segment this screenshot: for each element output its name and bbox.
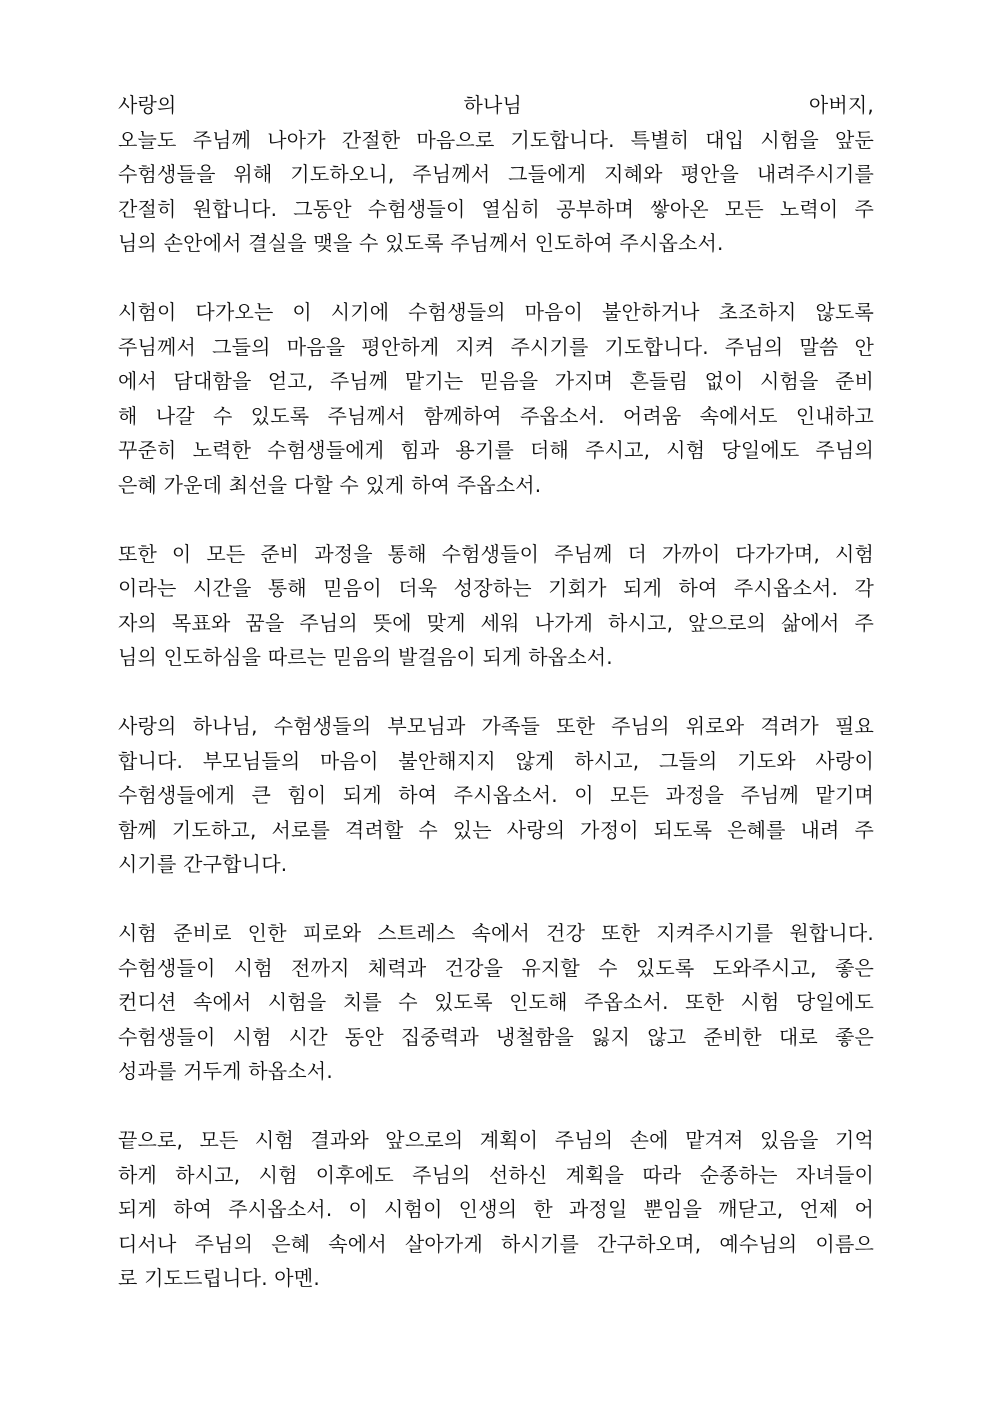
- text-line: 합니다. 부모님들의 마음이 불안해지지 않게 하시고, 그들의 기도와 사랑이: [118, 748, 874, 773]
- text-line: 꾸준히 노력한 수험생들에게 힘과 용기를 더해 주시고, 시험 당일에도 주님의: [118, 438, 874, 462]
- text-line: 디서나 주님의 은혜 속에서 살아가게 하시기를 간구하오며, 예수님의 이름으: [118, 1231, 874, 1256]
- text-line: 수험생들을 위해 기도하오니, 주님께서 그들에게 지혜와 평안을 내려주시기를: [118, 162, 874, 186]
- paragraph-peace: [118, 295, 874, 502]
- text-line: 성과를 거두게 하옵소서.: [118, 1059, 333, 1083]
- text-line: 에서 담대함을 얻고, 주님께 맡기는 믿음을 가지며 흔들림 없이 시험을 준비: [118, 369, 874, 393]
- paragraph-family: [118, 709, 874, 882]
- text-line: 해 나갈 수 있도록 주님께서 함께하여 주옵소서. 어려움 속에서도 인내하고: [118, 403, 874, 428]
- text-line: 이라는 시간을 통해 믿음이 더욱 성장하는 기회가 되게 하여 주시옵소서. 각: [118, 576, 874, 600]
- text-line: 로 기도드립니다. 아멘.: [118, 1266, 320, 1290]
- text-line: 시기를 간구합니다.: [118, 852, 288, 876]
- text-line: 컨디션 속에서 시험을 치를 수 있도록 인도해 주옵소서. 또한 시험 당일에도: [118, 990, 874, 1014]
- paragraph-health: [118, 916, 874, 1089]
- paragraph-closing: [118, 1123, 874, 1296]
- text-line: 간절히 원합니다. 그동안 수험생들이 열심히 공부하며 쌓아온 모든 노력이 주: [118, 196, 874, 221]
- text-line: 자의 목표와 꿈을 주님의 뜻에 맞게 세워 나가게 하시고, 앞으로의 삶에서 주: [118, 610, 874, 635]
- document-page: [118, 88, 874, 1330]
- text-line: 오늘도 주님께 나아가 간절한 마음으로 기도합니다. 특별히 대입 시험을 앞둔: [118, 127, 874, 152]
- text-line: 수험생들에게 큰 힘이 되게 하여 주시옵소서. 이 모든 과정을 주님께 맡기며: [118, 783, 874, 807]
- text-line: 수험생들이 시험 시간 동안 집중력과 냉철함을 잃지 않고 준비한 대로 좋은: [118, 1024, 874, 1049]
- text-line: 님의 손안에서 결실을 맺을 수 있도록 주님께서 인도하여 주시옵소서.: [118, 231, 724, 255]
- text-line: 하게 하시고, 시험 이후에도 주님의 선하신 계획을 따라 순종하는 자녀들이: [118, 1162, 874, 1187]
- text-line: 님의 인도하심을 따르는 믿음의 발걸음이 되게 하옵소서.: [118, 645, 613, 669]
- text-line: 되게 하여 주시옵소서. 이 시험이 인생의 한 과정일 뿐임을 깨닫고, 언제 어: [118, 1197, 874, 1221]
- paragraph-faith: [118, 537, 874, 675]
- text-line: 수험생들이 시험 전까지 체력과 건강을 유지할 수 있도록 도와주시고, 좋은: [118, 955, 874, 980]
- text-line: 함께 기도하고, 서로를 격려할 수 있는 사랑의 가정이 되도록 은혜를 내려 주: [118, 817, 874, 842]
- text-line: 또한 이 모든 준비 과정을 통해 수험생들이 주님께 더 가까이 다가가며, 시험: [118, 541, 874, 566]
- text-line: 시험이 다가오는 이 시기에 수험생들의 마음이 불안하거나 초조하지 않도록: [118, 300, 874, 324]
- text-line: 사랑의 하나님 아버지,: [118, 93, 874, 117]
- text-line: 시험 준비로 인한 피로와 스트레스 속에서 건강 또한 지켜주시기를 원합니다.: [118, 921, 874, 945]
- text-line: 끝으로, 모든 시험 결과와 앞으로의 계획이 주님의 손에 맡겨져 있음을 기억: [118, 1128, 874, 1152]
- text-line: 사랑의 하나님, 수험생들의 부모님과 가족들 또한 주님의 위로와 격려가 필요: [118, 714, 874, 738]
- text-line: 은혜 가운데 최선을 다할 수 있게 하여 주옵소서.: [118, 472, 542, 497]
- text-line: 주님께서 그들의 마음을 평안하게 지켜 주시기를 기도합니다. 주님의 말씀 안: [118, 334, 874, 359]
- paragraph-greeting: [118, 88, 874, 261]
